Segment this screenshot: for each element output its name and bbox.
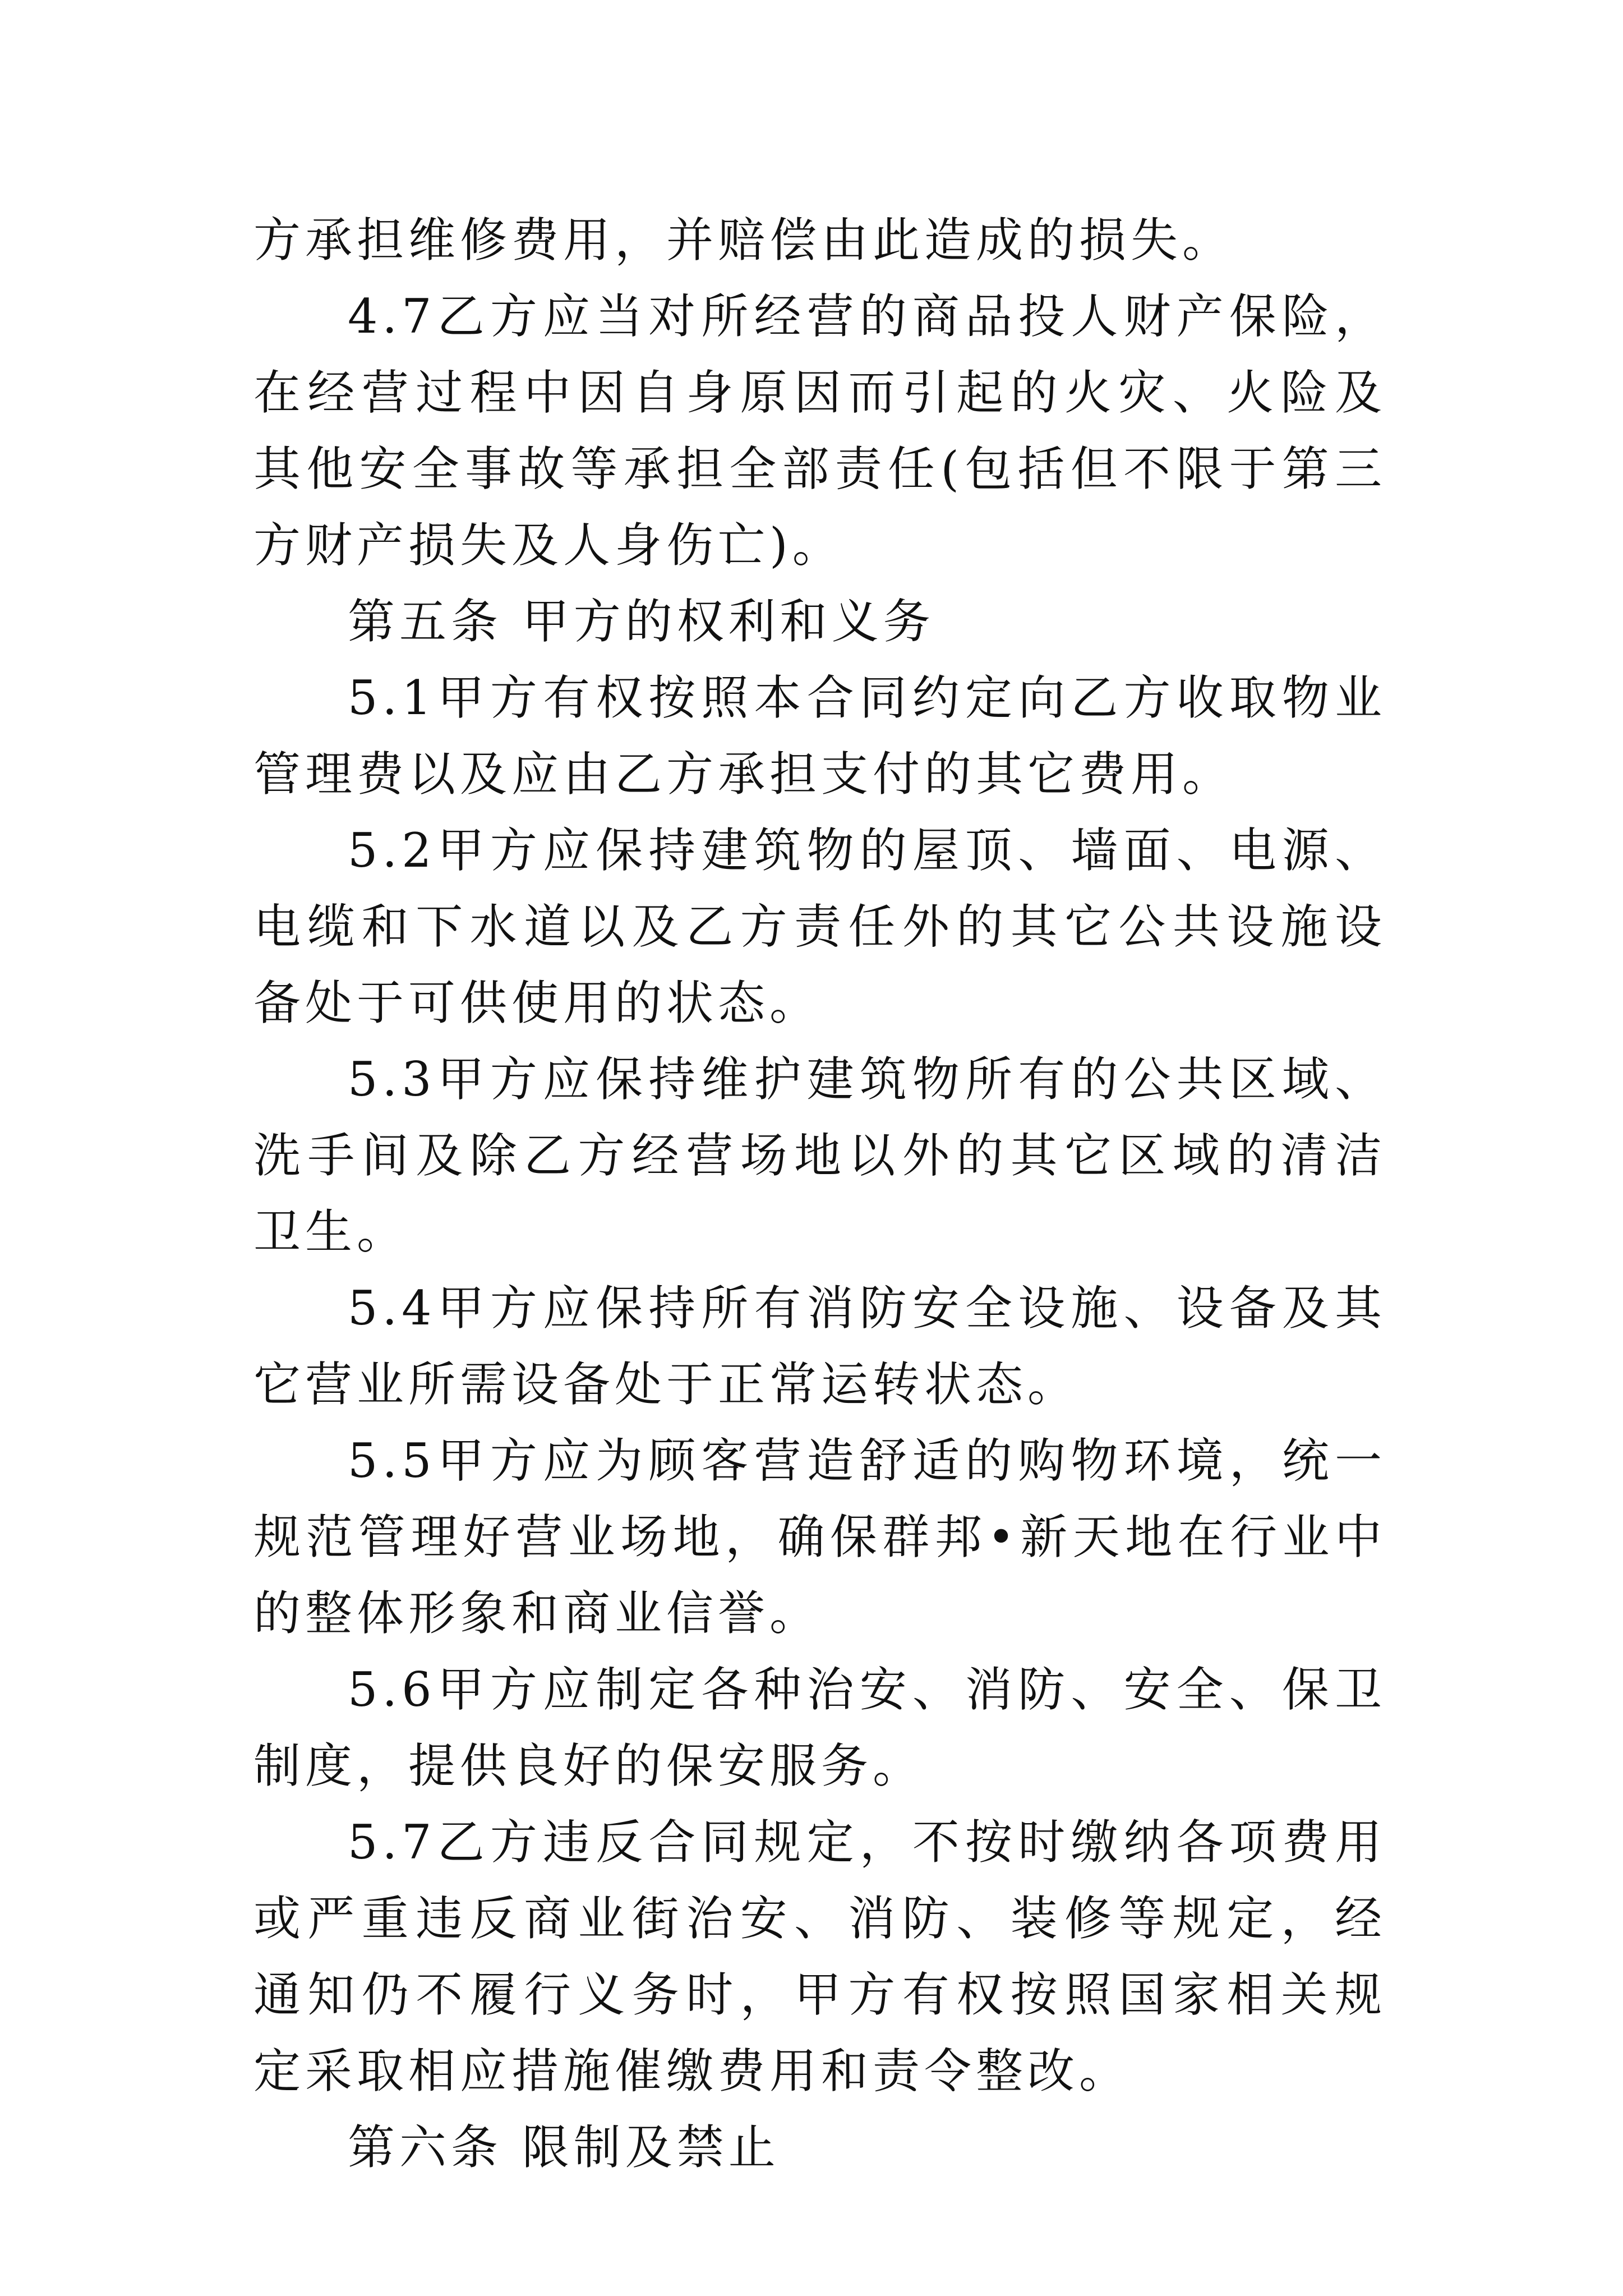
document-body	[253, 202, 1386, 2185]
clause-5-5: 5.5甲方应为顾客营造舒适的购物环境，统一规范管理好营业场地，确保群邦•新天地在行业中的整体形象和商业信誉。	[253, 1433, 1386, 1641]
clause-5-6: 5.6甲方应制定各种治安、消防、安全、保卫制度，提供良好的保安服务。	[253, 1662, 1386, 1793]
clause-5-3: 5.3甲方应保持维护建筑物所有的公共区域、洗手间及除乙方经营场地以外的其它区域的清洁卫生。	[253, 1052, 1386, 1259]
clause-5-4: 5.4甲方应保持所有消防安全设施、设备及其它营业所需设备处于正常运转状态。	[253, 1281, 1386, 1412]
clause-5-1: 5.1甲方有权按照本合同约定向乙方收取物业管理费以及应由乙方承担支付的其它费用。	[253, 670, 1386, 802]
clause-5-7: 5.7乙方违反合同规定，不按时缴纳各项费用或严重违反商业街治安、消防、装修等规定，经通知仍不履行义务时，甲方有权按照国家相关规定采取相应措施催缴费用和责令整改。	[253, 1815, 1386, 2099]
paragraph-continuation: 方承担维修费用，并赔偿由此造成的损失。	[253, 213, 1234, 268]
article-5-heading: 第五条 甲方的权利和义务	[348, 594, 935, 649]
clause-4-7: 4.7乙方应当对所经营的商品投人财产保险，在经营过程中因自身原因而引起的火灾、火险及其他安全事故等承担全部责任(包括但不限于第三方财产损失及人身伤亡)。	[253, 289, 1386, 573]
clause-5-2: 5.2甲方应保持建筑物的屋顶、墙面、电源、电缆和下水道以及乙方责任外的其它公共设施设备处于可供使用的状态。	[253, 823, 1386, 1030]
article-6-heading: 第六条 限制及禁止	[348, 2120, 780, 2175]
